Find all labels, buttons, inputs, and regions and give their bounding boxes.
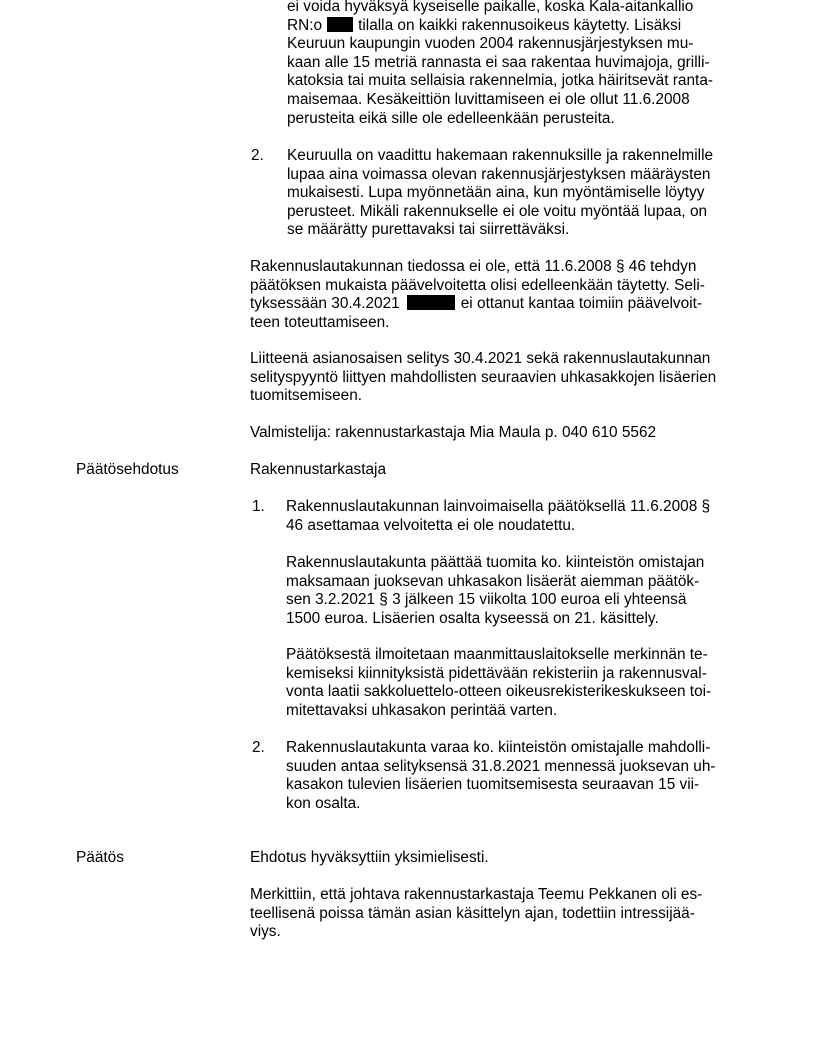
proposal-item1-sub1 [286,554,746,628]
text-line: kasakon tulevien lisäerien tuomitsemisesta seuraavan 15 vii- [286,776,700,794]
item2-text [287,147,747,240]
list-number: 1. [252,498,265,515]
text-fragment: ei ottanut kantaa toimiin päävelvoit- [460,295,703,313]
text-line: kemiseksi kiinnityksistä pidettävään rekisteriin ja rakennusval- [286,664,707,682]
text-line: se määrätty purettavaksi tai siirrettäväksi. [287,221,570,239]
text-line: vonta laatii sakkoluettelo-otteen oikeusrekisterikeskukseen toi- [286,683,712,701]
text-line: 1500 euroa. Lisäerien osalta kyseessä on 21. käsittely. [286,609,659,627]
text-line: suuden antaa selityksensä 31.8.2021 mennessä juoksevan uh- [286,757,716,775]
rn-prefix: RN:o [287,16,323,34]
text-line: selityspyyntö liittyen mahdollisten seuraavien uhkasakkojen lisäerien [250,368,717,386]
text-line: kon osalta. [286,794,361,812]
knowledge-paragraph [250,258,750,332]
text-line: katoksia tai muita sellaisia rakennelmia, jotka häiritsevät ranta- [287,72,714,90]
text-line: lupaa aina voimassa olevan rakennusjärjestyksen määräysten [287,165,711,183]
text-line: Keuruun kaupungin vuoden 2004 rakennusjärjestyksen mu- [287,35,694,53]
text-line: maksamaan juoksevan uhkasakon lisäerät aiemman päätök- [286,572,700,590]
text-line: tuomitsemiseen. [250,387,363,405]
text-line: mitettavaksi uhkasakon perintää varten. [286,701,558,719]
text-line: 46 asettamaa velvoitetta ei ole noudatettu. [286,516,576,534]
text-fragment: tilalla on kaikki rakennusoikeus käytetty. Lisäksi [358,16,682,34]
decision-label: Päätös [76,849,124,866]
text-line: mukaisesti. Lupa myönnetään aina, kun myöntämiselle löytyy [287,184,705,202]
text-line: Päätöksestä ilmoitetaan maanmittauslaitokselle merkinnän te- [286,646,708,663]
item1-continuation [287,0,747,128]
text-line: perusteet. Mikäli rakennukselle ei ole voitu myöntää lupaa, on [287,202,708,220]
preparer-line: Valmistelija: rakennustarkastaja Mia Maula p. 040 610 5562 [250,424,657,441]
text-line: Liitteenä asianosaisen selitys 30.4.2021 sekä rakennuslautakunnan [250,350,711,367]
redaction-box [407,295,455,310]
text-line: teellisenä poissa tämän asian käsittelyn ajan, todettiin intressijää- [250,904,695,922]
text-line: Rakennuslautakunnan tiedossa ei ole, että 11.6.2008 § 46 tehdyn [250,258,697,275]
proposal-item1-text [286,498,746,535]
text-line: kaan alle 15 metriä rannasta ei saa rakentaa huvimajoja, grilli- [287,53,710,71]
decision-note [250,886,750,942]
list-number: 2. [252,739,265,756]
text-fragment: tyksessään 30.4.2021 [250,295,400,313]
text-line [250,295,750,314]
proposer-name: Rakennustarkastaja [250,461,387,478]
text-line: Rakennuslautakunta varaa ko. kiinteistön omistajalle mahdolli- [286,739,711,756]
text-line: Rakennuslautakunta päättää tuomita ko. kiinteistön omistajan [286,554,705,571]
text-line: perusteita eikä sille ole edelleenkään perusteita. [287,109,615,127]
proposal-item2-text [286,739,746,813]
text-line [287,17,747,36]
text-line: sen 3.2.2021 § 3 jälkeen 15 viikolta 100 euroa eli yhteensä [286,591,687,609]
text-line: Rakennuslautakunnan lainvoimaisella päätöksellä 11.6.2008 § [286,498,711,515]
text-line: ei voida hyväksyä kyseiselle paikalle, koska Kala-aitankallio [287,0,694,15]
decision-text: Ehdotus hyväksyttiin yksimielisesti. [250,849,489,866]
text-line: viys. [250,923,281,941]
proposal-item1-sub2 [286,646,746,720]
text-line: Merkittiin, että johtava rakennustarkastaja Teemu Pekkanen oli es- [250,886,703,903]
text-line: Keuruulla on vaadittu hakemaan rakennuksille ja rakennelmille [287,147,714,164]
text-line: maisemaa. Kesäkeittiön luvittamiseen ei ole ollut 11.6.2008 [287,90,690,108]
proposal-label: Päätösehdotus [76,461,179,478]
text-line: päätöksen mukaista päävelvoitetta olisi edelleenkään täytetty. Seli- [250,276,705,294]
redaction-box [327,17,353,32]
text-line: teen toteuttamiseen. [250,313,390,331]
list-number: 2. [251,147,264,164]
attachment-paragraph [250,350,750,406]
